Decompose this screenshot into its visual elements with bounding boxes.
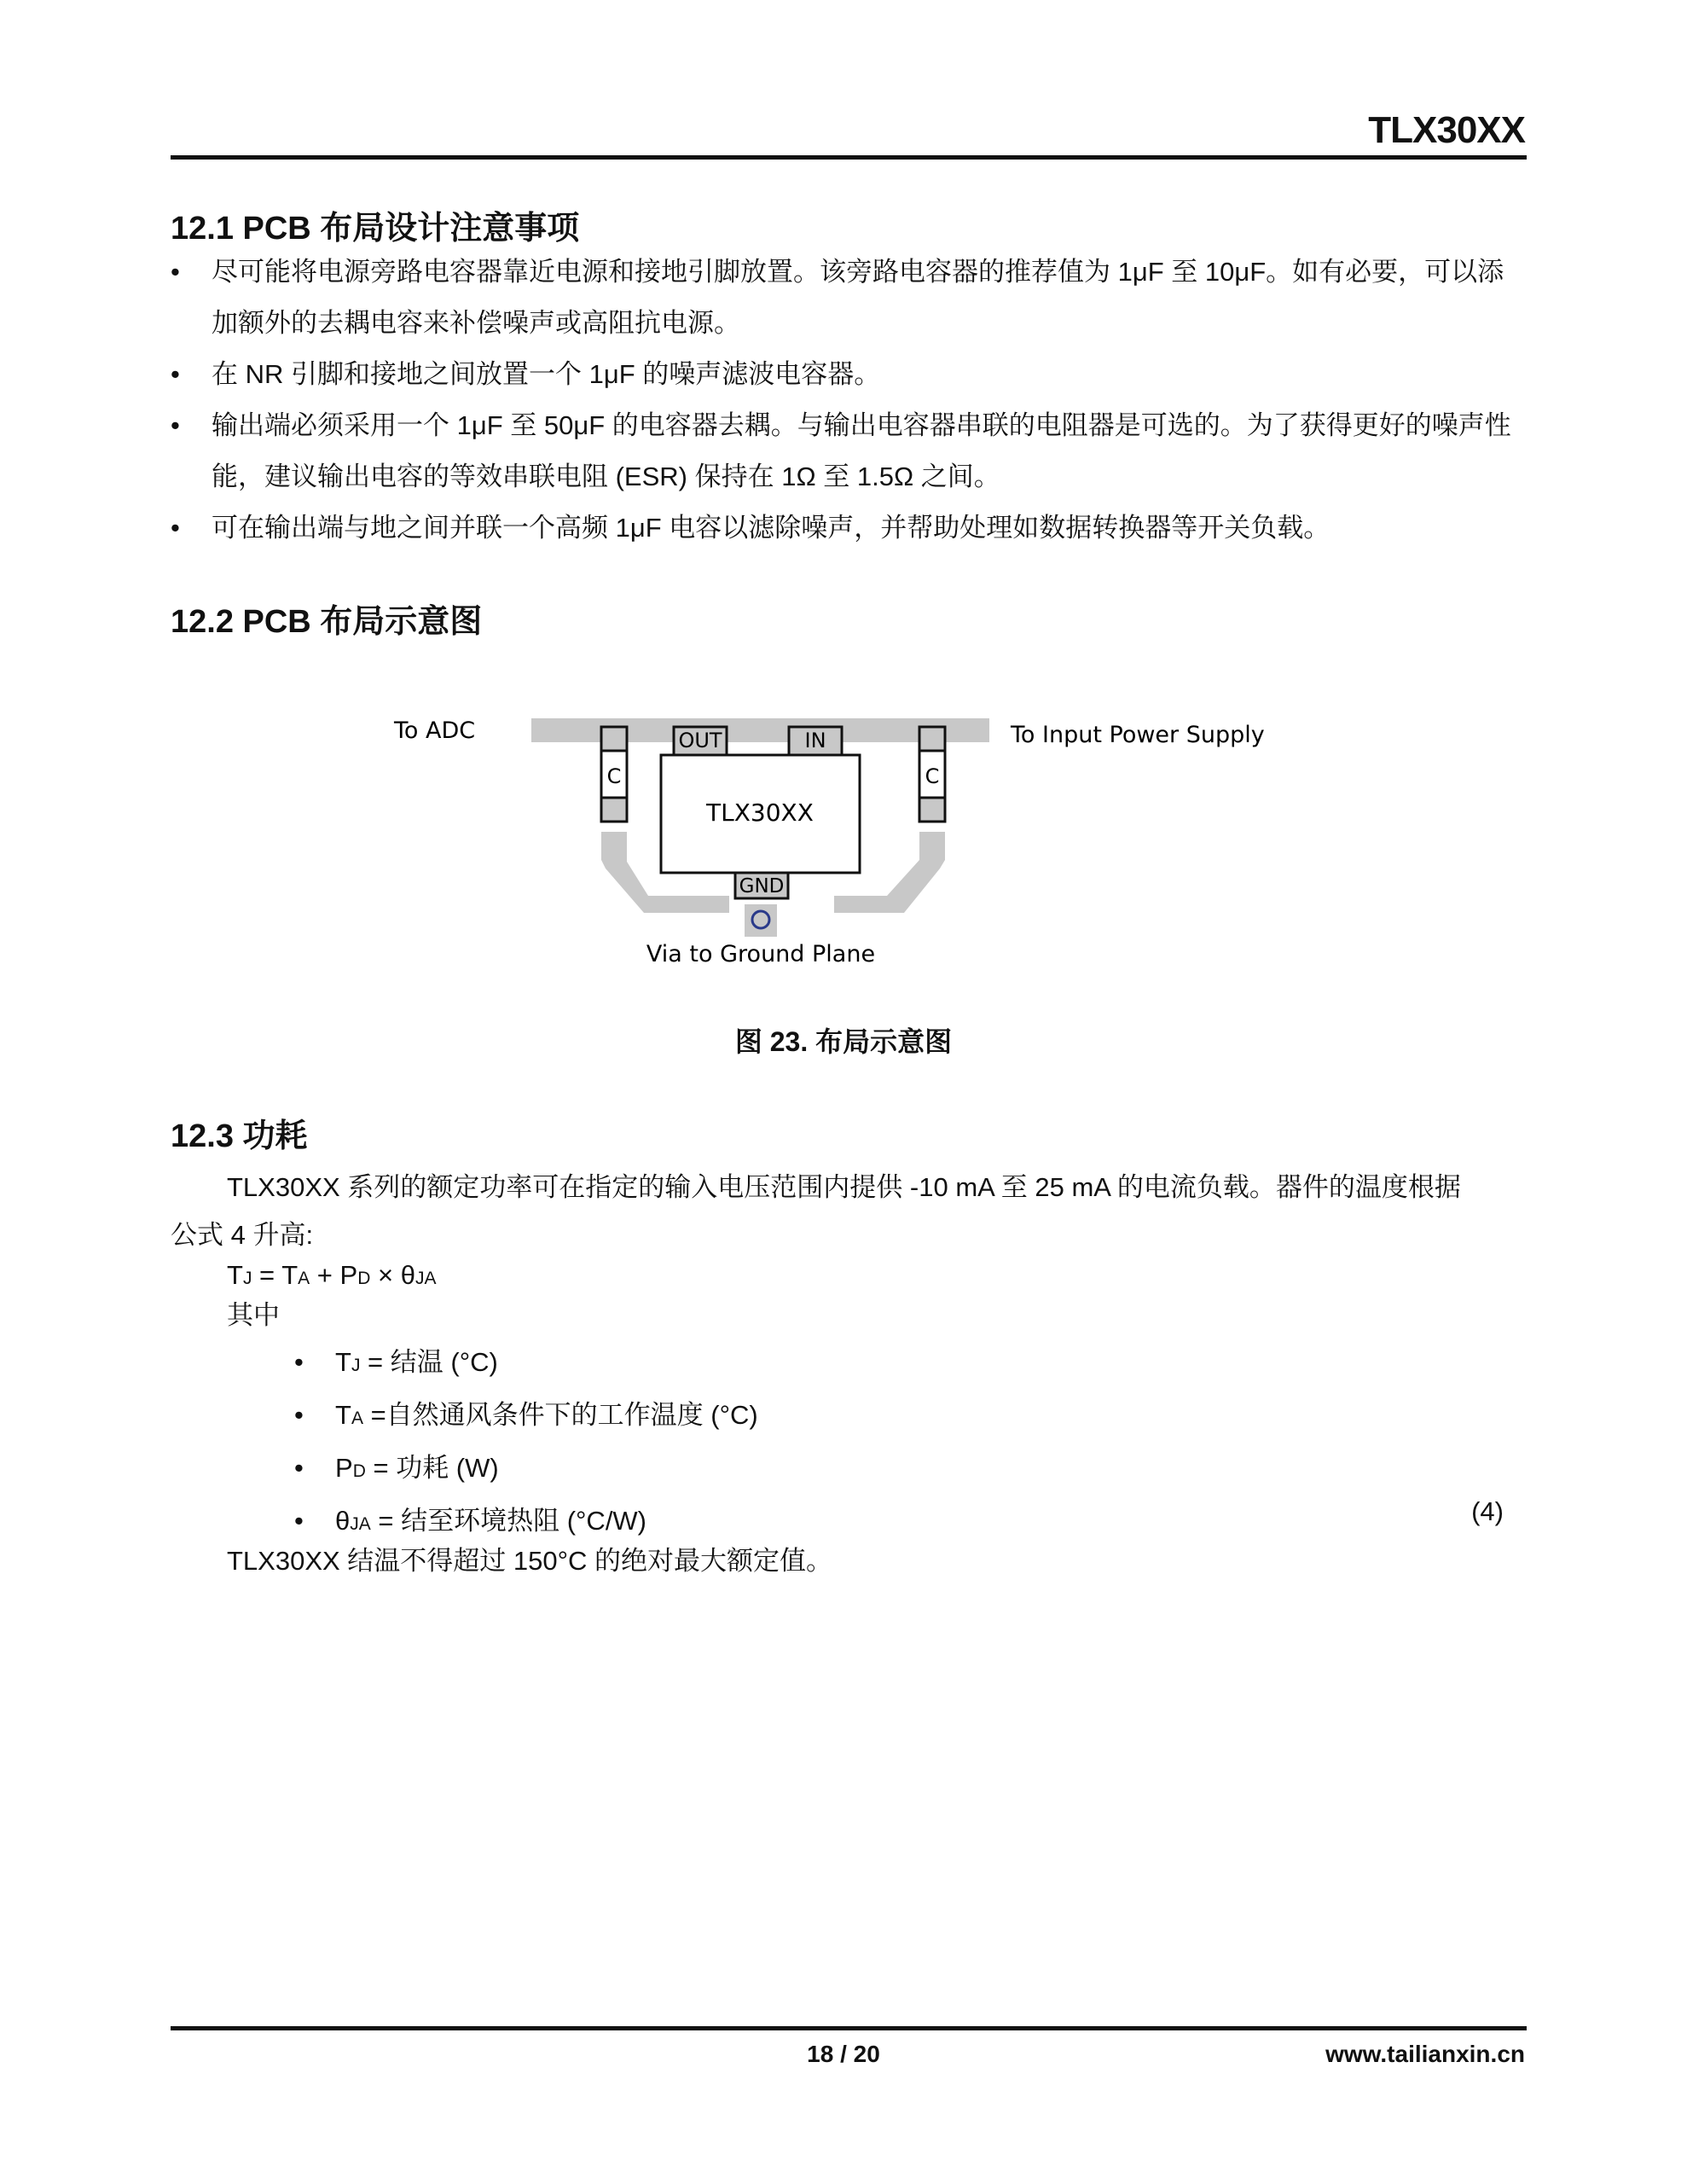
list-item: • TA =自然通风条件下的工作温度 (°C)	[294, 1391, 1147, 1443]
list-item: • 在 NR 引脚和接地之间放置一个 1μF 的噪声滤波电容器。	[171, 349, 1518, 400]
section-12-3-heading: 12.3 功耗	[171, 1118, 308, 1154]
list-item: • 输出端必须采用一个 1μF 至 50μF 的电容器去耦。与输出电容器串联的电阻器是可选的。为了获得更好的噪声性能，建议输出电容的等效串联电阻 (ESR) 保持在 1Ω 至 1.5Ω 之间。	[171, 400, 1518, 502]
list-item: • 尽可能将电源旁路电容器靠近电源和接地引脚放置。该旁路电容器的推荐值为 1μF 至 10μF。如有必要，可以添加额外的去耦电容来补偿噪声或高阻抗电源。	[171, 247, 1518, 349]
closing-paragraph: TLX30XX 结温不得超过 150°C 的绝对最大额定值。	[227, 1546, 833, 1576]
footer-rule	[171, 2026, 1527, 2030]
page-number: 18 / 20	[807, 2041, 880, 2067]
section-12-2-heading: 12.2 PCB 布局示意图	[171, 604, 483, 640]
list-item: • PD = 功耗 (W)	[294, 1443, 1147, 1496]
right-capacitor-pad-top	[919, 727, 945, 751]
right-capacitor-pad-bottom	[919, 798, 945, 822]
ic-label: TLX30XX	[706, 799, 814, 827]
pcb-layout-diagram	[375, 708, 1330, 990]
website-url: www.tailianxin.cn	[1325, 2041, 1525, 2067]
via-pad	[745, 904, 777, 937]
pin-in-label: IN	[804, 729, 826, 752]
pin-out-label: OUT	[678, 729, 722, 752]
intro-line-2: 公式 4 升高:	[171, 1220, 314, 1250]
right-capacitor-label: C	[925, 764, 940, 788]
header-rule	[171, 155, 1527, 160]
intro-line-1: TLX30XX 系列的额定功率可在指定的输入电压范围内提供 -10 mA 至 25 mA 的电流负载。器件的温度根据	[227, 1172, 1461, 1202]
label-to-adc: To ADC	[394, 717, 476, 744]
figure-caption: 图 23. 布局示意图	[734, 1026, 953, 1057]
list-item: • 可在输出端与地之间并联一个高频 1μF 电容以滤除噪声，并帮助处理如数据转换器等开关负载。	[171, 502, 1518, 554]
document-title: TLX30XX	[1368, 109, 1525, 151]
definition-list	[294, 1338, 1147, 1549]
label-to-input-supply: To Input Power Supply	[1011, 722, 1265, 748]
list-item: • θJA = 结至环境热阻 (°C/W)	[294, 1496, 1147, 1549]
section-12-1-heading: 12.1 PCB 布局设计注意事项	[171, 211, 580, 247]
where-label: 其中	[227, 1300, 280, 1330]
section-12-1-list	[171, 247, 1518, 554]
thermal-formula: TJ = TA + PD × θJA	[227, 1260, 437, 1290]
left-capacitor-pad-bottom	[601, 798, 627, 822]
equation-number: (4)	[1471, 1496, 1504, 1526]
pin-gnd-label: GND	[739, 875, 785, 897]
left-capacitor-pad-top	[601, 727, 627, 751]
left-capacitor-label: C	[606, 764, 622, 788]
label-via-ground: Via to Ground Plane	[646, 941, 876, 967]
list-item: • TJ = 结温 (°C)	[294, 1338, 1147, 1391]
